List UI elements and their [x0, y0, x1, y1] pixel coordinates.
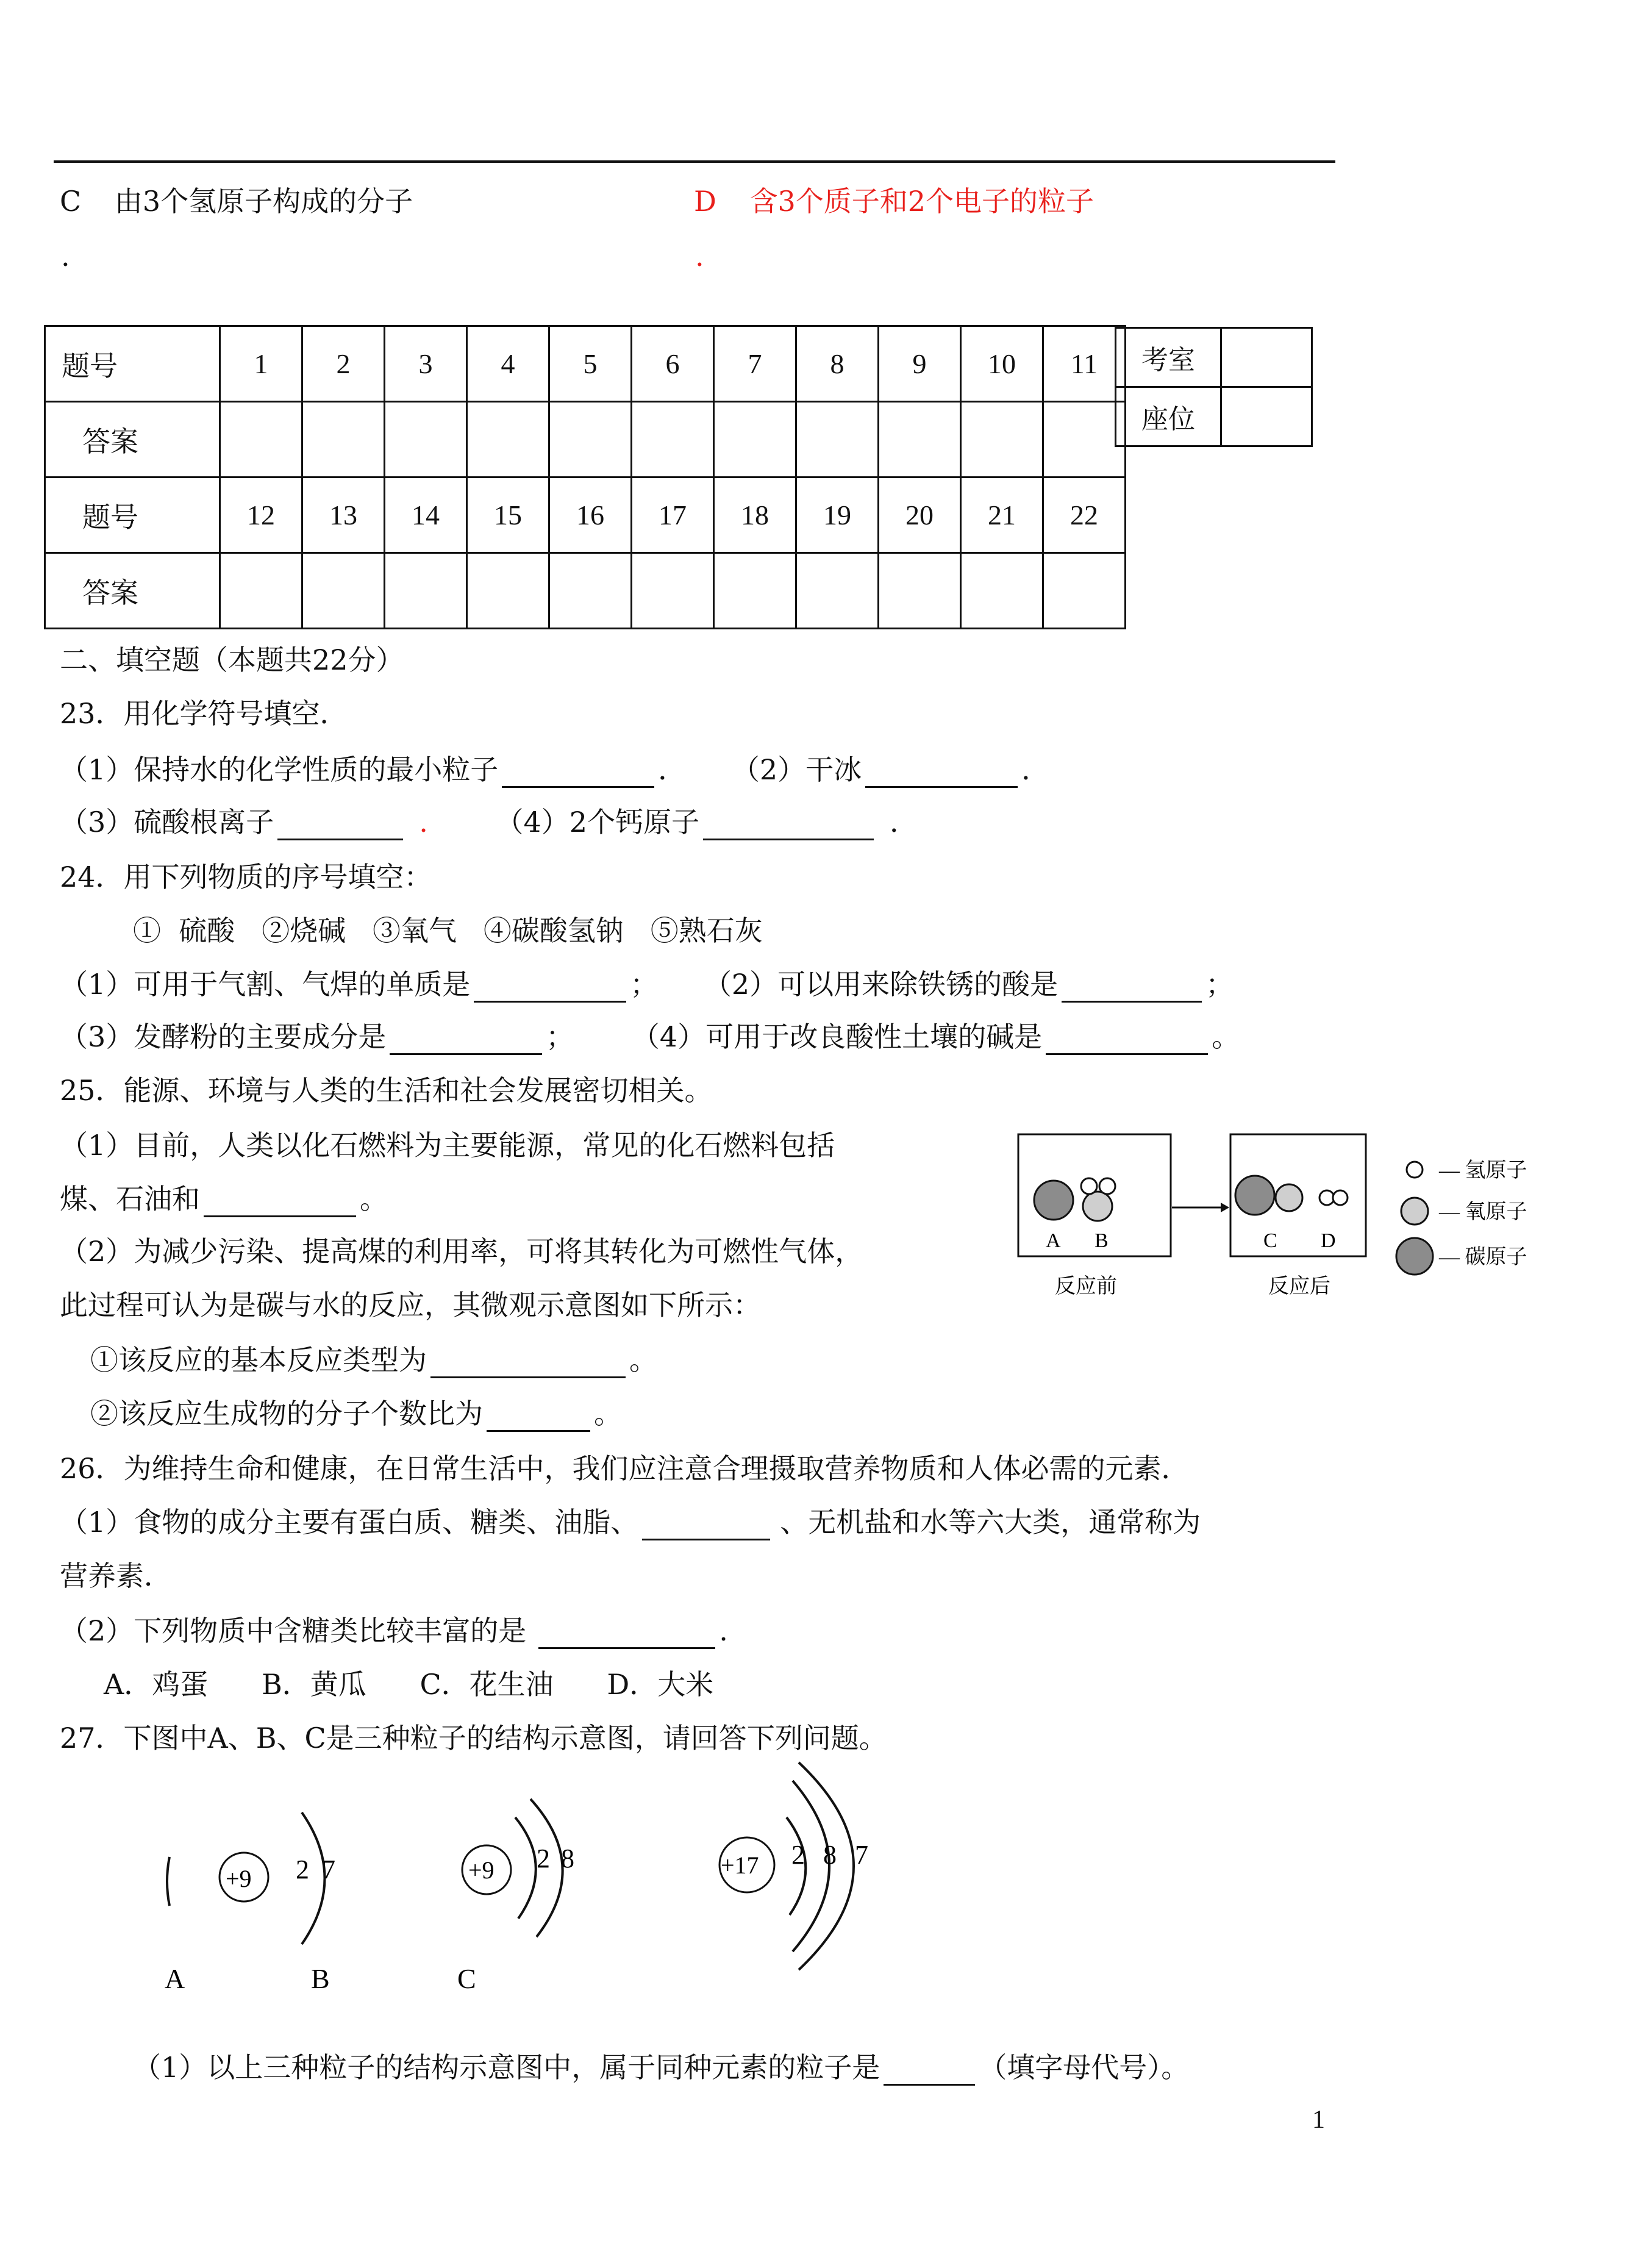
- q23-line2: （3）硫酸根离子 . （4）2个钙原子 ．: [60, 804, 918, 840]
- question-number: 14: [385, 478, 467, 553]
- table-row: [45, 478, 1126, 553]
- answer-cell[interactable]: [220, 553, 302, 629]
- row-header: 答案: [45, 402, 220, 478]
- carbon-atom: [1034, 1181, 1073, 1220]
- q24-title: 24．用下列物质的序号填空：: [60, 860, 432, 893]
- option-d-label: D: [694, 185, 716, 218]
- option-c-label: C: [60, 185, 82, 218]
- question-number: 7: [714, 326, 796, 402]
- answer-blank[interactable]: [487, 1403, 590, 1432]
- option-c-dot: .: [61, 240, 70, 273]
- q25-s1: ①该反应的基本反应类型为 。: [90, 1342, 657, 1378]
- q25-p2a: （2）为减少污染、提高煤的利用率，可将其转化为可燃性气体，: [60, 1235, 863, 1268]
- after-label: 反应后: [1268, 1275, 1330, 1298]
- seat-label: 座位: [1116, 387, 1221, 446]
- question-number: 21: [961, 478, 1043, 553]
- answer-cell[interactable]: [220, 402, 302, 478]
- answer-blank[interactable]: [884, 2057, 975, 2086]
- question-number: 1: [220, 326, 302, 402]
- question-number: 2: [302, 326, 385, 402]
- question-number: 18: [714, 478, 796, 553]
- answer-cell[interactable]: [796, 553, 879, 629]
- q25-p2b: 此过程可认为是碳与水的反应，其微观示意图如下所示：: [60, 1289, 761, 1322]
- legend-carbon: — 碳原子: [1439, 1246, 1527, 1268]
- before-label: 反应前: [1055, 1275, 1117, 1298]
- q24-line1: （1）可用于气割、气焊的单质是 ； （2）可以用来除铁锈的酸是 ；: [60, 966, 1234, 1003]
- q27-p1: （1）以上三种粒子的结构示意图中，属于同种元素的粒子是 （填字母代号）。: [133, 2049, 1189, 2086]
- question-number: 11: [1043, 326, 1126, 402]
- answer-cell[interactable]: [467, 402, 549, 478]
- seat-value-cell[interactable]: [1221, 387, 1312, 446]
- atom-b-electrons-1: 2: [537, 1844, 550, 1873]
- table-row: [45, 326, 1126, 402]
- answer-table: [44, 325, 1126, 629]
- answer-cell[interactable]: [549, 402, 632, 478]
- q23-line1: （1）保持水的化学性质的最小粒子 ． （2）干冰 ．: [60, 751, 1049, 788]
- answer-cell[interactable]: [796, 402, 879, 478]
- option-d-dot: .: [695, 240, 704, 273]
- question-number: 17: [632, 478, 714, 553]
- atom-a-electrons-2: 7: [322, 1855, 335, 1884]
- q26-p2: （2）下列物质中含糖类比较丰富的是 .: [60, 1612, 728, 1649]
- q23-title: 23．用化学符号填空．: [60, 697, 348, 730]
- reaction-diagram: [1012, 1128, 1549, 1311]
- answer-blank[interactable]: [474, 974, 626, 1003]
- header-rule: [54, 160, 1335, 163]
- legend-hydrogen-icon: [1407, 1162, 1423, 1178]
- label-b: B: [1094, 1229, 1109, 1252]
- answer-blank[interactable]: [538, 1620, 715, 1649]
- question-number: 12: [220, 478, 302, 553]
- oxygen-atom: [1083, 1192, 1112, 1221]
- question-number: 16: [549, 478, 632, 553]
- q25-title: 25．能源、环境与人类的生活和社会发展密切相关。: [60, 1074, 713, 1107]
- answer-cell[interactable]: [632, 402, 714, 478]
- table-row: [45, 553, 1126, 629]
- question-number: 19: [796, 478, 879, 553]
- answer-cell[interactable]: [961, 402, 1043, 478]
- q26-choices: A．鸡蛋 B．黄瓜 C．花生油 D．大米: [104, 1668, 714, 1701]
- q25-p1a: （1）目前，人类以化石燃料为主要能源，常见的化石燃料包括: [60, 1129, 835, 1162]
- answer-cell[interactable]: [302, 553, 385, 629]
- row-header: 题号: [45, 326, 220, 402]
- q26-p1b: 营养素．: [60, 1559, 172, 1592]
- legend-oxygen: — 氧原子: [1439, 1201, 1527, 1223]
- hydrogen-atom: [1319, 1190, 1334, 1205]
- table-row: [1116, 328, 1312, 387]
- atom-b-shell-1: [515, 1817, 536, 1919]
- row-header: 答案: [45, 553, 220, 629]
- atom-c-label: C: [457, 1963, 476, 1994]
- room-value-cell[interactable]: [1221, 328, 1312, 387]
- room-seat-table: [1115, 327, 1313, 447]
- oxygen-atom: [1276, 1184, 1302, 1211]
- question-number: 8: [796, 326, 879, 402]
- atom-c-nucleus-charge: +17: [721, 1851, 759, 1879]
- answer-blank[interactable]: [277, 812, 403, 840]
- hydrogen-atom: [1081, 1178, 1097, 1194]
- page-number: 1: [1312, 2106, 1325, 2134]
- atom-b-electrons-2: 8: [561, 1844, 574, 1873]
- label-c: C: [1263, 1229, 1277, 1252]
- answer-blank[interactable]: [204, 1189, 356, 1217]
- answer-blank[interactable]: [430, 1350, 626, 1378]
- q24-line2: （3）发酵粉的主要成分是 ； （4）可用于改良酸性土壤的碱是 。: [60, 1018, 1240, 1055]
- answer-cell[interactable]: [549, 553, 632, 629]
- atom-a-shell-left: [167, 1857, 170, 1906]
- question-number: 4: [467, 326, 549, 402]
- q25-p1b: 煤、石油和 。: [60, 1181, 388, 1217]
- answer-cell[interactable]: [1043, 402, 1126, 478]
- answer-cell[interactable]: [961, 553, 1043, 629]
- label-d: D: [1321, 1229, 1336, 1252]
- answer-blank[interactable]: [1046, 1026, 1208, 1055]
- option-c: [60, 183, 413, 220]
- answer-blank[interactable]: [642, 1512, 770, 1540]
- answer-cell[interactable]: [632, 553, 714, 629]
- label-a: A: [1046, 1229, 1061, 1252]
- atom-a-label: A: [165, 1963, 185, 1994]
- question-number: 5: [549, 326, 632, 402]
- answer-cell[interactable]: [1043, 553, 1126, 629]
- atom-structure-diagrams: [146, 1756, 939, 2012]
- option-d: [694, 183, 1094, 220]
- answer-cell[interactable]: [714, 402, 796, 478]
- hydrogen-atom: [1333, 1190, 1348, 1205]
- atom-b-label: B: [311, 1963, 330, 1994]
- answer-blank[interactable]: [1062, 974, 1202, 1003]
- atom-a-electrons-1: 2: [296, 1855, 309, 1884]
- answer-cell[interactable]: [385, 553, 467, 629]
- atom-c-electrons-2: 8: [823, 1840, 837, 1870]
- atom-b-nucleus-charge: +9: [468, 1856, 495, 1884]
- answer-blank[interactable]: [703, 812, 874, 840]
- option-c-text: 由3个氢原子构成的分子: [114, 185, 413, 218]
- answer-cell[interactable]: [302, 402, 385, 478]
- question-number: 13: [302, 478, 385, 553]
- question-number: 15: [467, 478, 549, 553]
- answer-blank[interactable]: [865, 759, 1018, 788]
- atom-c-electrons-3: 7: [855, 1840, 868, 1870]
- legend-carbon-icon: [1396, 1238, 1433, 1275]
- answer-blank[interactable]: [390, 1026, 542, 1055]
- answer-blank[interactable]: [502, 759, 654, 788]
- answer-cell[interactable]: [467, 553, 549, 629]
- q26-p1a: （1）食物的成分主要有蛋白质、糖类、油脂、 、无机盐和水等六大类，通常称为: [60, 1504, 1201, 1540]
- question-number: 20: [879, 478, 961, 553]
- question-number: 10: [961, 326, 1043, 402]
- question-number: 22: [1043, 478, 1126, 553]
- option-d-text: 含3个质子和2个电子的粒子: [749, 185, 1094, 218]
- answer-cell[interactable]: [879, 402, 961, 478]
- legend-oxygen-icon: [1401, 1198, 1428, 1225]
- table-row: [45, 402, 1126, 478]
- q25-s2: ②该反应生成物的分子个数比为 。: [90, 1395, 622, 1432]
- answer-cell[interactable]: [385, 402, 467, 478]
- carbon-atom: [1235, 1176, 1274, 1215]
- legend-hydrogen: — 氢原子: [1439, 1159, 1527, 1182]
- question-number: 9: [879, 326, 961, 402]
- arrow-head-icon: [1221, 1203, 1229, 1212]
- answer-cell[interactable]: [714, 553, 796, 629]
- q26-title: 26．为维持生命和健康，在日常生活中，我们应注意合理摄取营养物质和人体必需的元素．: [60, 1452, 1190, 1485]
- question-number: 6: [632, 326, 714, 402]
- room-label: 考室: [1116, 328, 1221, 387]
- table-row: [1116, 387, 1312, 446]
- q27-title: 27．下图中A、B、C是三种粒子的结构示意图，请回答下列问题。: [60, 1722, 887, 1755]
- question-number: 3: [385, 326, 467, 402]
- atom-a-nucleus-charge: +9: [226, 1865, 252, 1892]
- atom-c-electrons-1: 2: [791, 1840, 805, 1870]
- section-title: 二、填空题（本题共22分）: [60, 643, 404, 676]
- hydrogen-atom: [1099, 1178, 1115, 1194]
- q24-options: ① 硫酸 ②烧碱 ③氧气 ④碳酸氢钠 ⑤熟石灰: [133, 914, 763, 947]
- row-header: 题号: [45, 478, 220, 553]
- answer-cell[interactable]: [879, 553, 961, 629]
